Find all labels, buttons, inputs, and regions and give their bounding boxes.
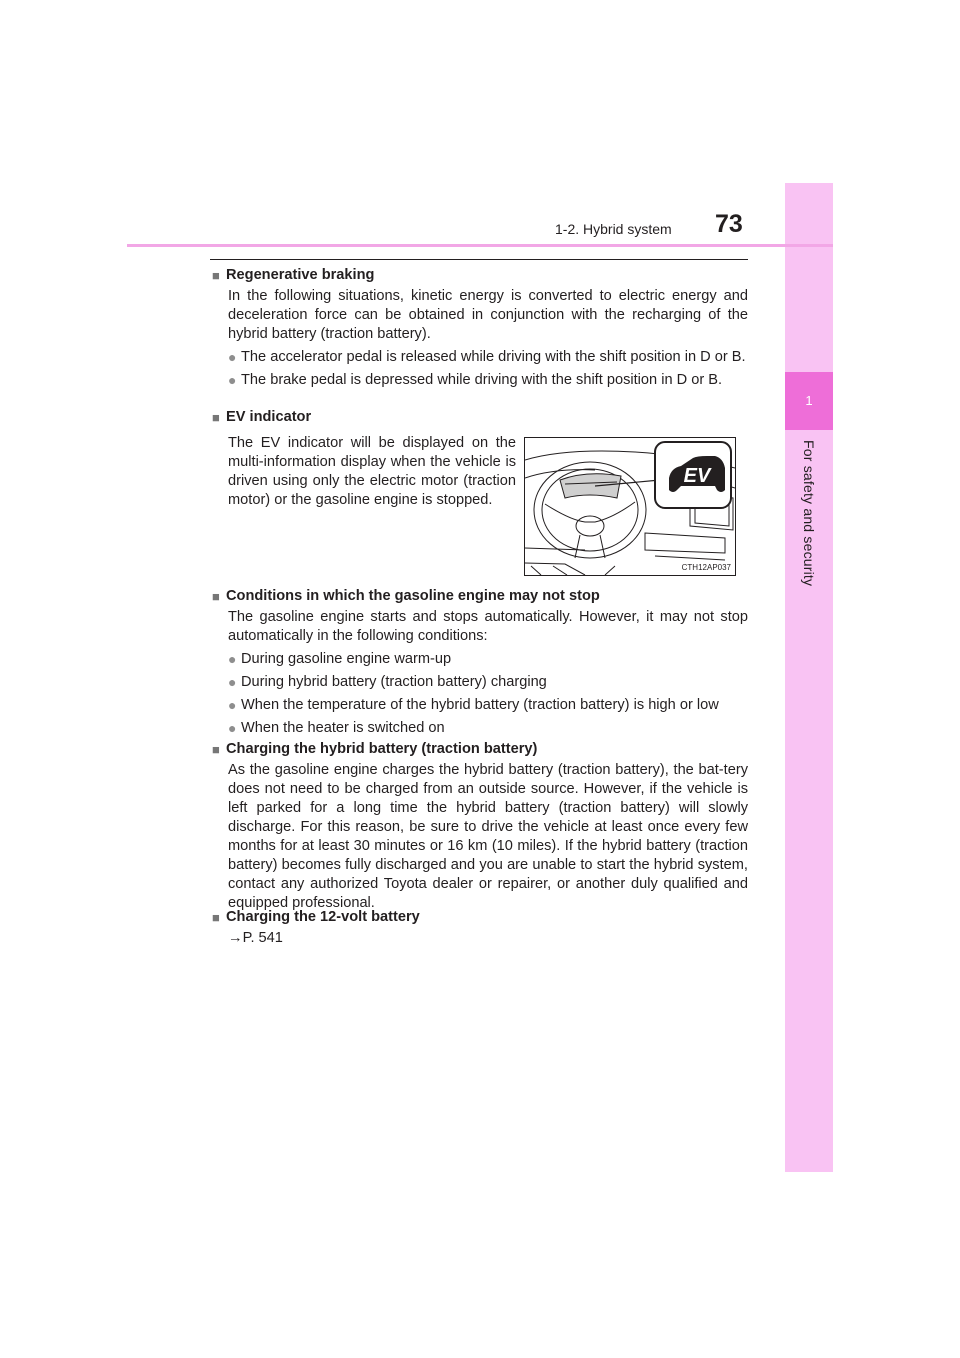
charging-hybrid-section bbox=[212, 740, 748, 913]
ev-heading bbox=[212, 408, 748, 427]
list-item-text: When the temperature of the hybrid battery (traction battery) is high or low bbox=[241, 697, 719, 713]
circle-bullet-icon: ● bbox=[228, 372, 237, 388]
chapter-number: 1 bbox=[785, 372, 833, 430]
ev-heading-block bbox=[212, 408, 748, 427]
square-bullet-icon: ■ bbox=[212, 742, 220, 757]
conditions-title: Conditions in which the gasoline engine may not stop bbox=[226, 588, 600, 604]
charging-hybrid-heading bbox=[212, 740, 748, 759]
section-title: 1-2. Hybrid system bbox=[555, 221, 672, 237]
circle-bullet-icon: ● bbox=[228, 697, 237, 713]
ev-badge-text: EV bbox=[683, 465, 711, 487]
square-bullet-icon: ■ bbox=[212, 589, 220, 604]
list-item-text: The accelerator pedal is released while driving with the shift position in D or B. bbox=[241, 349, 746, 365]
chapter-side-tab bbox=[785, 183, 833, 1172]
ev-description: The EV indicator will be displayed on the multi-information display when the vehicle is driven using only the electric motor (traction motor) or the gasoline engine is stopped. bbox=[228, 435, 516, 508]
circle-bullet-icon: ● bbox=[228, 349, 237, 365]
list-item-text: The brake pedal is depressed while driving with the shift position in D or B. bbox=[241, 372, 723, 388]
ev-indicator-illustration bbox=[524, 437, 736, 576]
list-item bbox=[228, 650, 748, 669]
regen-heading bbox=[212, 266, 748, 285]
list-item-text: During hybrid battery (traction battery) charging bbox=[241, 674, 547, 690]
charging-12v-heading bbox=[212, 908, 748, 927]
conditions-intro: The gasoline engine starts and stops automatically. However, it may not stop automatically in the following conditions: bbox=[228, 609, 748, 644]
content-top-rule bbox=[210, 259, 748, 260]
page-number: 73 bbox=[715, 210, 743, 238]
list-item bbox=[228, 371, 748, 390]
circle-bullet-icon: ● bbox=[228, 651, 237, 667]
chapter-title: For safety and security bbox=[801, 440, 817, 587]
square-bullet-icon: ■ bbox=[212, 410, 220, 425]
circle-bullet-icon: ● bbox=[228, 674, 237, 690]
ev-title: EV indicator bbox=[226, 409, 312, 425]
charging-12v-section bbox=[212, 908, 748, 948]
list-item-text: When the heater is switched on bbox=[241, 720, 445, 736]
page-reference-link[interactable]: →P. 541 bbox=[228, 930, 283, 946]
list-item bbox=[228, 719, 748, 738]
charging-12v-title: Charging the 12-volt battery bbox=[226, 909, 420, 925]
list-item bbox=[228, 673, 748, 692]
charging-hybrid-text: As the gasoline engine charges the hybrid battery (traction battery), the bat-tery does not need to be charged from an outside source. However, if the vehicle is left parked for a long time the hybrid battery (traction battery) will slowly discharge. For this reason, be sure to drive the vehicle at least once every few months for at least 30 minutes or 16 km (10 miles). If the hybrid battery (traction battery) becomes fully discharged and you are unable to start the hybrid system, contact any authorized Toyota dealer or repairer, or another duly qualified and equipped professional. bbox=[228, 762, 748, 911]
square-bullet-icon: ■ bbox=[212, 268, 220, 283]
list-item bbox=[228, 348, 748, 367]
header-rule bbox=[127, 244, 833, 247]
list-item-text: During gasoline engine warm-up bbox=[241, 651, 452, 667]
charging-hybrid-title: Charging the hybrid battery (traction battery) bbox=[226, 741, 538, 757]
figure-code: CTH12AP037 bbox=[681, 563, 731, 572]
square-bullet-icon: ■ bbox=[212, 910, 220, 925]
conditions-section bbox=[212, 587, 748, 738]
conditions-heading bbox=[212, 587, 748, 606]
circle-bullet-icon: ● bbox=[228, 720, 237, 736]
dashboard-drawing bbox=[525, 438, 735, 575]
regen-intro: In the following situations, kinetic energy is converted to electric energy and deceleration force can be obtained in conjunction with the recharging of the hybrid battery (traction battery). bbox=[228, 288, 748, 342]
list-item bbox=[228, 696, 748, 715]
regen-section bbox=[212, 266, 748, 390]
regen-title: Regenerative braking bbox=[226, 267, 375, 283]
